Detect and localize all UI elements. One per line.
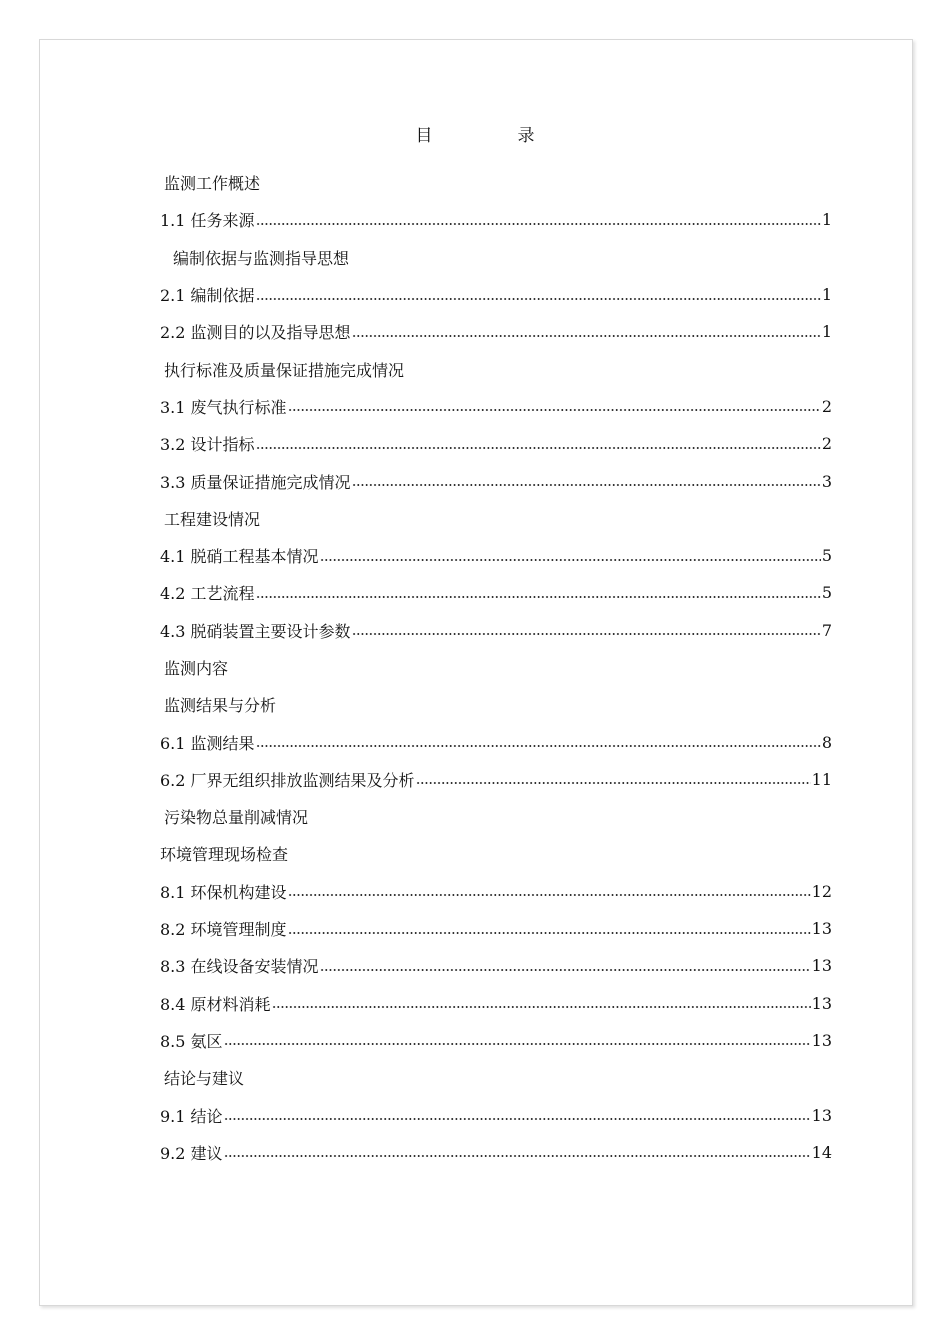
toc-entry-label: 8.3 在线设备安装情况 (160, 957, 319, 977)
toc-page-number: 1 (821, 322, 832, 342)
toc-entry-label: 4.1 脱硝工程基本情况 (160, 547, 319, 567)
toc-page-number: 2 (821, 434, 832, 454)
dot-leader (288, 931, 811, 935)
toc-chapter-text: 结论与建议 (164, 1069, 245, 1089)
dot-leader (224, 1154, 811, 1158)
toc-chapter-text: 监测工作概述 (164, 174, 261, 194)
toc-chapter-text: 监测内容 (164, 659, 229, 678)
toc-entry-label: 8.1 环保机构建设 (160, 882, 287, 902)
toc-entry-label: 3.1 废气执行标准 (160, 397, 287, 417)
dot-leader (256, 222, 821, 226)
toc-entry[interactable] (160, 761, 832, 798)
toc-page-number: 11 (811, 769, 832, 789)
toc-entry[interactable] (160, 462, 832, 499)
toc-chapter-text: 监测结果与分析 (164, 696, 277, 716)
toc-entry-label: 8.2 环境管理制度 (160, 920, 287, 940)
toc-page-number: 13 (811, 1105, 832, 1125)
toc-chapter-text: 执行标准及质量保证措施完成情况 (164, 360, 405, 380)
dot-leader (256, 744, 821, 748)
toc-entry-label: 3.3 质量保证措施完成情况 (160, 472, 351, 492)
toc-entry-label: 8.4 原材料消耗 (160, 994, 271, 1014)
toc-page-number: 13 (811, 1030, 832, 1050)
toc-chapter-heading[interactable] (160, 798, 832, 835)
toc-page-number: 5 (821, 546, 832, 566)
dot-leader (352, 632, 821, 636)
toc-page-number: 12 (811, 881, 832, 901)
toc-entry-label: 4.2 工艺流程 (160, 584, 255, 604)
dot-leader (272, 1005, 811, 1009)
dot-leader (256, 595, 821, 599)
toc-title: 目 录 (415, 126, 569, 146)
toc-entry[interactable] (160, 873, 832, 910)
toc-page-number: 1 (821, 285, 832, 305)
table-of-contents (160, 164, 832, 1171)
toc-entry-label: 6.1 监测结果 (160, 733, 255, 753)
toc-entry[interactable] (160, 1134, 832, 1171)
toc-page-number: 2 (821, 396, 832, 416)
dot-leader (256, 297, 821, 301)
toc-entry[interactable] (160, 947, 832, 984)
dot-leader (224, 1117, 811, 1121)
toc-chapter-heading[interactable] (160, 350, 832, 387)
toc-chapter-text: 编制依据与监测指导思想 (173, 248, 350, 268)
toc-entry-label: 2.2 监测目的以及指导思想 (160, 323, 351, 343)
toc-entry-label: 4.3 脱硝装置主要设计参数 (160, 621, 351, 641)
toc-entry[interactable] (160, 388, 832, 425)
toc-entry-label: 6.2 厂界无组织排放监测结果及分析 (160, 770, 415, 790)
toc-page-number: 3 (821, 471, 832, 491)
toc-entry[interactable] (160, 723, 832, 760)
toc-page-number: 13 (811, 956, 832, 976)
toc-entry[interactable] (160, 1096, 832, 1133)
dot-leader (416, 781, 811, 785)
toc-entry[interactable] (160, 985, 832, 1022)
toc-entry-label: 9.1 结论 (160, 1106, 223, 1126)
toc-page-number: 7 (821, 620, 832, 640)
toc-entry[interactable] (160, 537, 832, 574)
dot-leader (352, 483, 821, 487)
toc-entry-label: 1.1 任务来源 (160, 211, 255, 231)
toc-chapter-heading[interactable] (160, 164, 832, 201)
toc-entry[interactable] (160, 612, 832, 649)
toc-entry[interactable] (160, 910, 832, 947)
toc-entry-label: 2.1 编制依据 (160, 286, 255, 306)
toc-entry[interactable] (160, 313, 832, 350)
toc-page-number: 14 (811, 1142, 832, 1162)
toc-page-number: 5 (821, 583, 832, 603)
dot-leader (256, 446, 821, 450)
toc-chapter-heading[interactable] (160, 649, 832, 686)
toc-entry[interactable] (160, 276, 832, 313)
toc-entry[interactable] (160, 201, 832, 238)
toc-chapter-text: 环境管理现场检查 (160, 845, 289, 865)
dot-leader (224, 1042, 811, 1046)
toc-entry[interactable] (160, 425, 832, 462)
toc-chapter-heading[interactable] (160, 239, 832, 276)
toc-entry-label: 3.2 设计指标 (160, 435, 255, 455)
dot-leader (320, 558, 821, 562)
dot-leader (288, 408, 821, 412)
toc-chapter-text: 工程建设情况 (164, 509, 261, 529)
toc-page-number: 13 (811, 993, 832, 1013)
toc-chapter-heading[interactable] (160, 500, 832, 537)
toc-entry-label: 9.2 建议 (160, 1143, 223, 1163)
dot-leader (352, 334, 821, 338)
toc-chapter-heading[interactable] (160, 686, 832, 723)
dot-leader (320, 968, 811, 972)
toc-chapter-text: 污染物总量削减情况 (164, 808, 309, 828)
dot-leader (288, 893, 811, 897)
toc-chapter-heading[interactable] (160, 1059, 832, 1096)
toc-chapter-heading[interactable] (160, 835, 832, 872)
toc-entry-label: 8.5 氨区 (160, 1031, 223, 1051)
toc-entry[interactable] (160, 1022, 832, 1059)
toc-entry[interactable] (160, 574, 832, 611)
toc-page-number: 1 (821, 210, 832, 230)
toc-page-number: 8 (821, 732, 832, 752)
toc-page-number: 13 (811, 919, 832, 939)
